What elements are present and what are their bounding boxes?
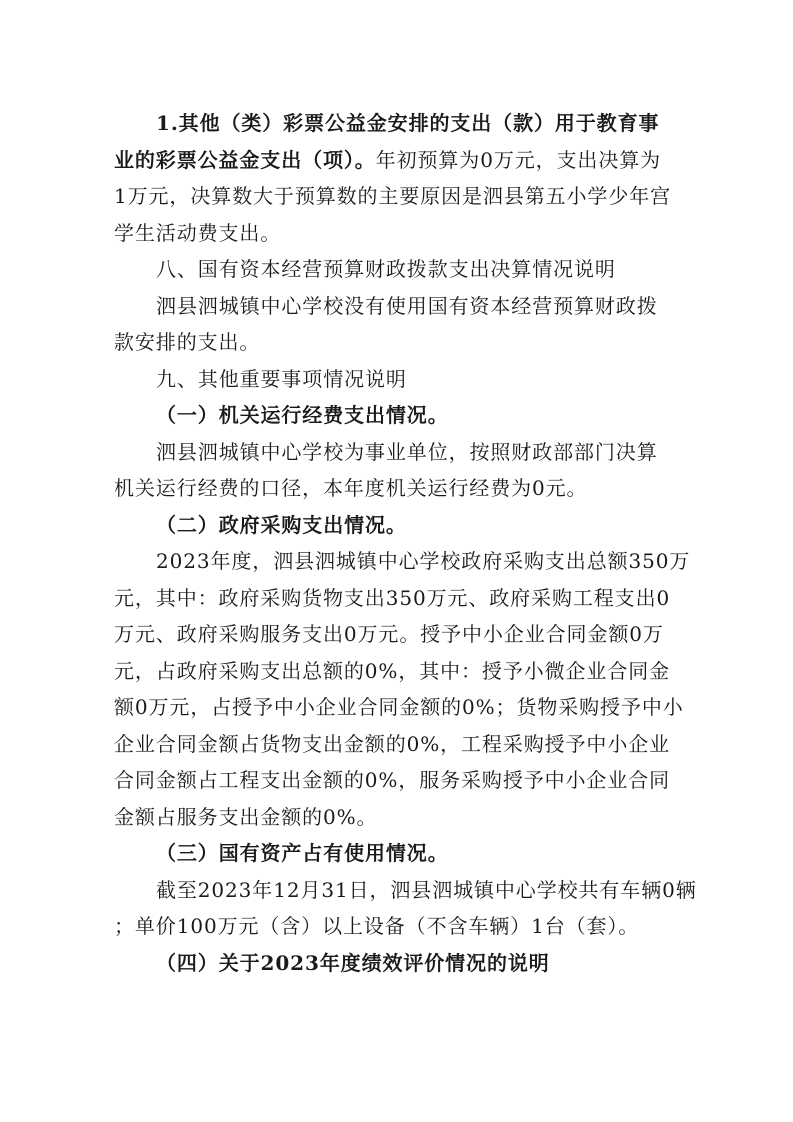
subsection-title-1: （一）机关运行经费支出情况。 xyxy=(156,403,449,427)
subsection-3-line1: 截至2023年12月31日，泗县泗城镇中心学校共有车辆0辆 xyxy=(156,877,697,902)
paragraph-lottery-line2 xyxy=(114,142,689,179)
subsection-title-3: （三）国有资产占有使用情况。 xyxy=(156,841,449,865)
text-bold: 1.其他（类）彩票公益金安排的支出（款）用于教育事 xyxy=(156,111,660,135)
document-page xyxy=(114,105,697,981)
subsection-title-2: （二）政府采购支出情况。 xyxy=(156,512,407,537)
paragraph-lottery-line1 xyxy=(114,105,689,142)
paragraph-8-line1: 泗县泗城镇中心学校没有使用国有资本经营预算财政拨 xyxy=(156,293,658,318)
subsection-1-line2: 机关运行经费的口径，本年度机关运行经费为0元。 xyxy=(114,476,588,500)
text-bold: 业的彩票公益金支出（项）。 xyxy=(114,147,376,172)
subsection-2-line2: 元，其中：政府采购货物支出350万元、政府采购工程支出0 xyxy=(114,585,671,610)
subsection-2-line8: 金额占服务支出金额的0%。 xyxy=(114,804,378,829)
text: 年初预算为0万元，支出决算为 xyxy=(375,147,662,172)
subsection-2-line5: 额0万元，占授予中小企业合同金额的0%；货物采购授予中小 xyxy=(114,695,684,719)
paragraph-lottery-line4: 学生活动费支出。 xyxy=(114,220,282,245)
subsection-title-4: （四）关于2023年度绩效评价情况的说明 xyxy=(156,950,550,975)
paragraph-8-line2: 款安排的支出。 xyxy=(114,330,261,354)
subsection-2-line3: 万元、政府采购服务支出0万元。授予中小企业合同金额0万 xyxy=(114,622,664,646)
paragraph-lottery-line3: 1万元，决算数大于预算数的主要原因是泗县第五小学少年宫 xyxy=(114,184,672,208)
subsection-2-line6: 企业合同金额占货物支出金额的0%，工程采购授予中小企业 xyxy=(114,731,671,756)
section-heading-9: 九、其他重要事项情况说明 xyxy=(156,366,407,391)
subsection-2-line7: 合同金额占工程支出金额的0%，服务采购授予中小企业合同 xyxy=(114,768,671,792)
subsection-1-line1: 泗县泗城镇中心学校为事业单位，按照财政部部门决算 xyxy=(156,439,658,464)
section-heading-8: 八、国有资本经营预算财政拨款支出决算情况说明 xyxy=(156,257,616,281)
subsection-3-line2: ；单价100万元（含）以上设备（不含车辆）1台（套）。 xyxy=(114,914,640,938)
subsection-2-line1: 2023年度，泗县泗城镇中心学校政府采购支出总额350万 xyxy=(156,549,691,573)
subsection-2-line4: 元，占政府采购支出总额的0%，其中：授予小微企业合同金 xyxy=(114,658,671,683)
